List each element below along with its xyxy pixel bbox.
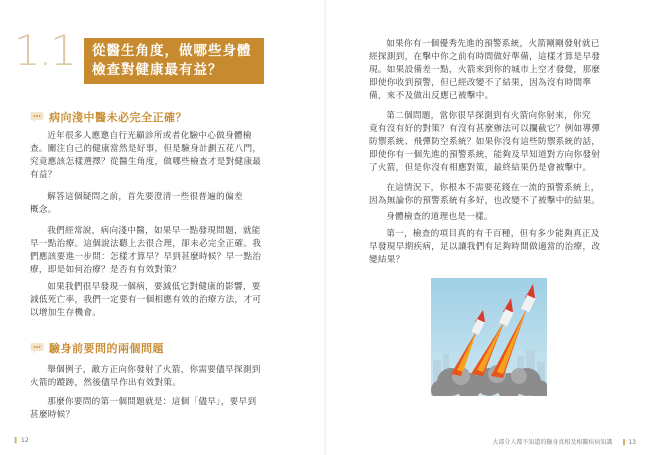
text-line: 變結果？ [369, 255, 405, 265]
text-line: 減低死亡率，我們一定要有一個相應有效的治療方法，才可 [30, 295, 262, 305]
right-paragraph-3 [369, 182, 639, 208]
text-line: 現。如果設備差一點，火箭來到你的城市上空才發覺，那麼 [369, 65, 601, 75]
left-paragraph-4 [30, 281, 300, 320]
footer-marker: ‖ [14, 437, 17, 444]
right-paragraph-5 [369, 228, 639, 267]
text-line: 經探測到，在擊中你之前有時間做好準備，這樣才算是早發 [369, 52, 601, 62]
section-heading-2-text: 驗身前要問的兩個問題 [49, 342, 164, 355]
text-line: 以增加生存機會。 [30, 308, 102, 318]
text-line: 第二個問題，當你很早探測到有火箭向你射來，你究 [386, 111, 591, 121]
text-line: 如果你有一個優秀先進的預警系統，火箭剛剛發射就已 [386, 39, 600, 49]
right-paragraph-2 [369, 110, 639, 175]
right-paragraph-1 [369, 38, 639, 103]
right-footer [492, 437, 636, 446]
text-line: 早發現早期疾病，足以讓我們有足夠時間做適當的治療，改 [369, 242, 601, 252]
text-line: 我們經常說，病向淺中醫，如果早一點發現問題，就能 [47, 226, 261, 236]
left-paragraph-5 [30, 364, 300, 390]
chapter-title-line-1: 從醫生角度，做哪些身體 [92, 43, 252, 59]
section-heading-2 [30, 340, 164, 356]
text-line: 甚麼時候？ [30, 410, 75, 420]
text-line: 第一，檢查的項目真的有千百種，但有多少能夠真正及 [386, 229, 600, 239]
speech-bubble-icon [30, 111, 44, 123]
text-line: 在這情況下，你根本不需要花錢在一流的預警系統上， [386, 183, 600, 193]
right-page-number: 13 [628, 439, 636, 446]
text-line: 查。關注自己的健康當然是好事，但是驗身計劃五花八門， [30, 144, 262, 154]
text-line: 備，來不及做出反應已被擊中。 [369, 91, 494, 101]
text-line: 那麼你要問的第一個問題就是：這個「儘早」，要早到 [47, 397, 257, 407]
text-line: 了火箭，但是你沒有相應對策，最終結果仍是會被擊中。 [369, 163, 592, 173]
speech-bubble-icon [30, 342, 44, 354]
text-line: 早一點治療。這個說法聽上去很合理，卻未必完全正確。我 [30, 239, 262, 249]
right-paragraph-4 [369, 211, 639, 224]
text-line: 究竟應該怎樣選擇？從醫生角度，做哪些檢查才是對健康最 [30, 157, 262, 167]
text-line: 近年很多人應邀自行光顧診所或者化驗中心做身體檢 [47, 131, 252, 141]
left-paragraph-1 [30, 130, 300, 182]
text-line: 防禦系統、飛彈防空系統？如果你沒有這些防禦系統的話， [369, 137, 601, 147]
left-page-number: 12 [21, 437, 29, 444]
text-line: 解答這個疑問之前，首先要澄清一些很普遍的偏差 [47, 192, 243, 202]
text-line: 如果我們很早發現一個病，要減低它對健康的影響，要 [47, 282, 261, 292]
left-paragraph-2 [30, 191, 300, 217]
text-line: 即使你有一個先進的預警系統，能夠及早知道對方向你發射 [369, 150, 601, 160]
text-line: 有益？ [30, 170, 57, 180]
section-heading-1 [30, 109, 187, 125]
footer-marker: ‖ [622, 439, 626, 446]
text-line: 舉個例子，敵方正向你發射了火箭，你需要儘早探測到 [47, 365, 261, 375]
text-line: 即使你收到預警，但已經改變不了結果，因為沒有時間準 [369, 78, 592, 88]
chapter-title-line-2: 檢查對健康最有益？ [92, 62, 223, 78]
chapter-number: 1.1 [14, 26, 75, 75]
text-line: 療，即是如何治療？是否有有效對策？ [30, 265, 182, 275]
text-line: 身體檢查的道理也是一樣。 [386, 212, 493, 222]
right-footer-text: 大部分人都不知道的驗身真相及相關疾病知識 [492, 439, 613, 446]
left-paragraph-6 [30, 396, 300, 422]
text-line: 竟有沒有好的對策？有沒有甚麼辦法可以攔截它？例如導彈 [369, 124, 601, 134]
text-line: 們應該要進一步問：怎樣才算早？早到甚麼時候？早一點治 [30, 252, 262, 262]
text-line: 因為無論你的預警系統有多好，也改變不了被擊中的結果。 [369, 196, 601, 206]
rocket-illustration [431, 278, 547, 396]
text-line: 概念。 [30, 205, 57, 215]
text-line: 火箭的蹤跡，然後儘早作出有效對策。 [30, 378, 182, 388]
left-paragraph-3 [30, 225, 300, 277]
section-heading-1-text: 病向淺中醫未必完全正確？ [49, 111, 187, 124]
left-footer [14, 437, 29, 444]
chapter-title [84, 38, 264, 84]
